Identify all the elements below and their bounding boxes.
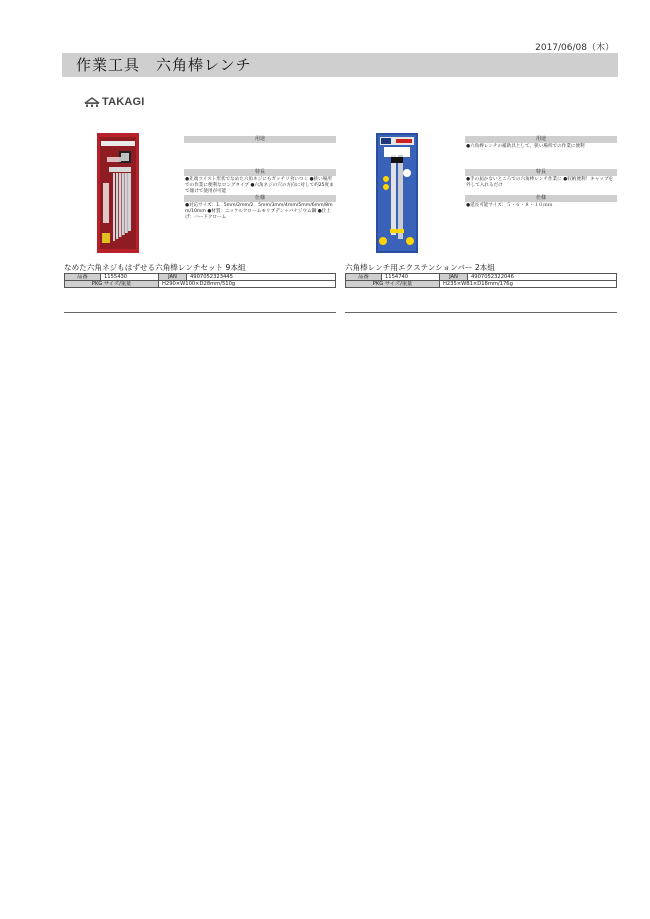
spec-heading: 仕様	[465, 195, 617, 202]
print-date: 2017/06/08（木）	[535, 43, 614, 53]
page-title: 作業工具 六角棒レンチ	[62, 53, 618, 77]
table-row	[65, 281, 336, 288]
spec-text: ●延長可能サイズ：５・６・８・１０ｍｍ	[466, 203, 553, 208]
product-info	[465, 136, 617, 209]
spec-heading: 仕様	[184, 195, 336, 202]
feature-heading: 特長	[184, 169, 336, 176]
brand-name: TAKAGI	[102, 96, 145, 108]
purpose-heading: 用途	[184, 136, 336, 143]
brand-logo	[84, 96, 145, 108]
jan-value: 4907052323445	[187, 274, 336, 281]
product-photo-extension-bar	[376, 133, 418, 253]
product-name: 六角棒レンチ用エクステンションバー 2本組	[345, 263, 495, 272]
table-row	[346, 281, 617, 288]
spec-text: ●対応サイズ：1．5mm/2mm/2．5mm/3mm/4mm/5mm/6mm/8mm/10mm ●材質：ニッケルクロームモリブデン＋バナジウム鋼 ●仕上げ：ハードクローム	[185, 203, 333, 221]
product-name: なめた六角ネジもはずせる六角棒レンチセット 9本組	[64, 263, 246, 272]
table-row	[346, 274, 617, 281]
jan-label: JAN	[440, 274, 468, 281]
product-photo-wrench-set	[97, 133, 139, 253]
pkg-size-value: H290×W100×D28mm/510g	[159, 281, 336, 288]
pkg-size-label: PKG サイズ/重量	[65, 281, 159, 288]
product-info	[184, 136, 336, 222]
feature-heading: 特長	[465, 169, 617, 176]
item-number-label: 品番	[346, 274, 382, 281]
divider	[345, 312, 617, 313]
brand-mark-icon	[84, 97, 100, 107]
table-row	[65, 274, 336, 281]
purpose-text: ●六角棒レンチの補助具として、狭い場所での作業に便利	[466, 144, 585, 149]
product-spec-table	[345, 273, 617, 288]
jan-label: JAN	[159, 274, 187, 281]
purpose-heading: 用途	[465, 136, 617, 143]
pkg-size-value: H235×W81×D18mm/176g	[440, 281, 617, 288]
item-number-value: 1154740	[382, 274, 440, 281]
purpose-text	[184, 143, 336, 169]
divider	[64, 312, 336, 313]
item-number-label: 品番	[65, 274, 101, 281]
jan-value: 4907052322046	[468, 274, 617, 281]
item-number-value: 1155430	[101, 274, 159, 281]
product-spec-table	[64, 273, 336, 288]
pkg-size-label: PKG サイズ/重量	[346, 281, 440, 288]
feature-text: ●手の届かないところでの六角棒レンチ作業に ●収納便利！キャップを外して入れるだけ	[466, 177, 614, 189]
feature-text: ●先端ツイスト形状でなめた六角ネジにもガッチリ食いつく ●狭い場所での作業に便利なロングタイプ ●六角ネジの穴の方向に対して約25度まで傾けて使用が可能	[185, 177, 334, 195]
